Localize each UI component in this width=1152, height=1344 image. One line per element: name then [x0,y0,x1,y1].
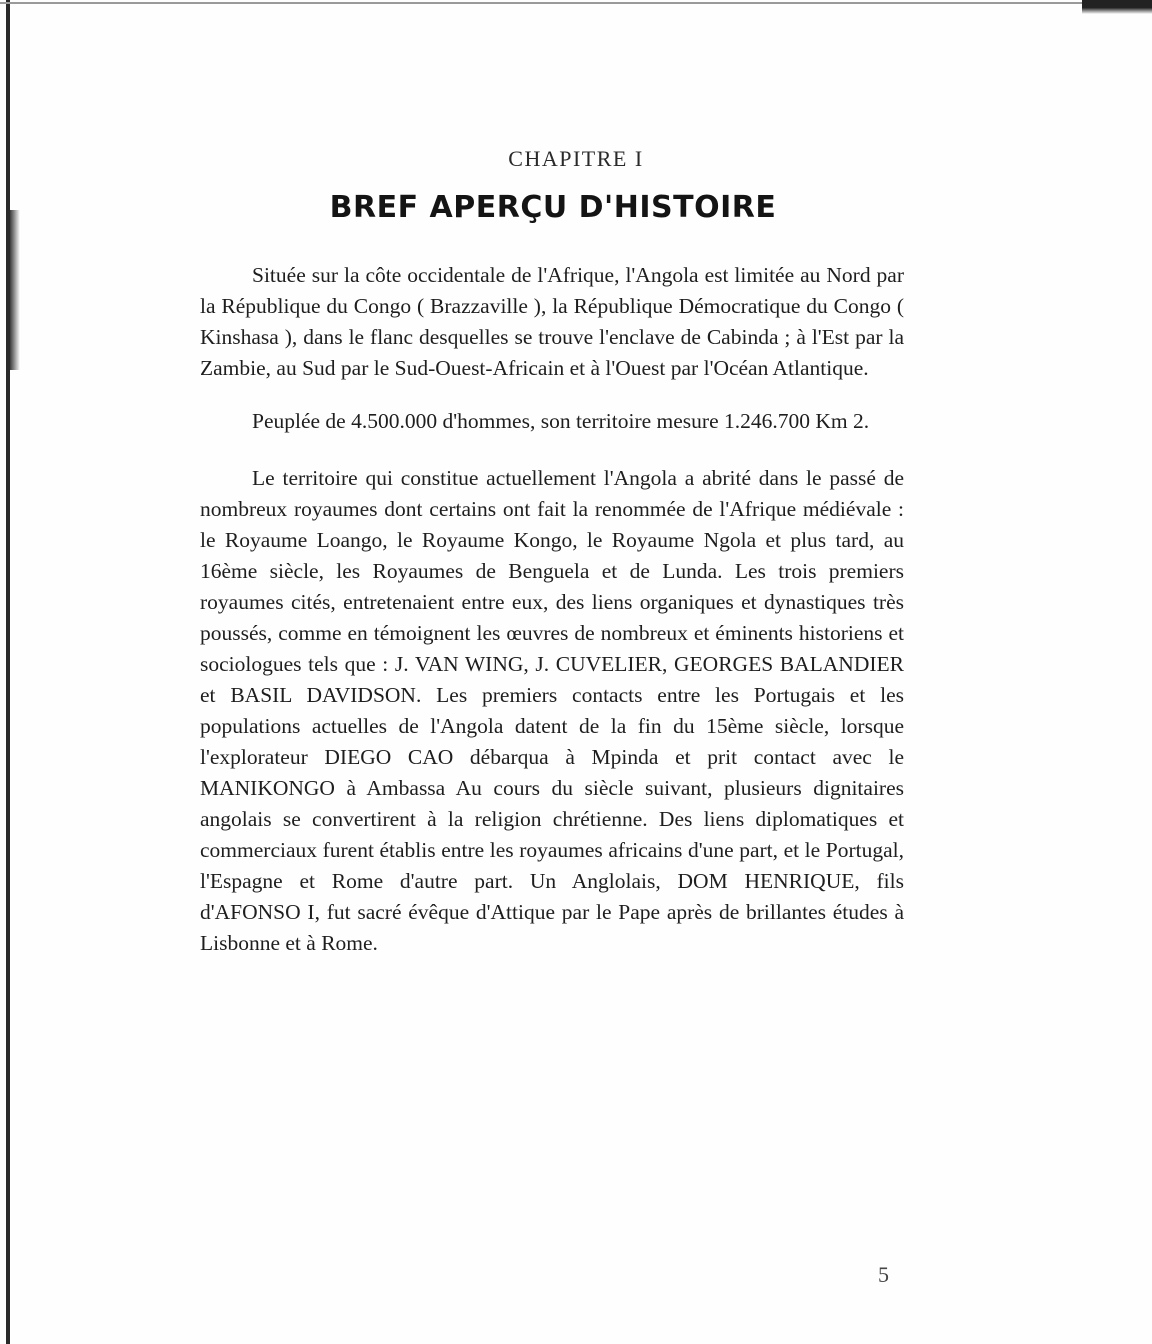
paragraph: Peuplée de 4.500.000 d'hommes, son territoire mesure 1.246.700 Km 2. [252,409,870,433]
corner-artifact [1082,0,1152,14]
binding-shadow [10,210,20,370]
chapter-title: BREF APERÇU D'HISTOIRE [329,190,777,225]
chapter-label: CHAPITRE I [508,146,644,171]
top-edge [0,2,1152,4]
body-text [200,260,904,979]
paragraph: Située sur la côte occidentale de l'Afrique, l'Angola est limitée au Nord par la République du Congo ( Brazzaville ), la République Démocratique du Congo ( Kinshasa ), dans le flanc desquelles se trouve l'enclave de Cabinda ; à l'Est par la Zambie, au Sud par le Sud-Ouest-Africain et à l'Ouest par l'Océan Atlantique. [200,263,904,380]
paragraph: Le territoire qui constitue actuellement l'Angola a abrité dans le passé de nombreux royaumes dont certains ont fait la renommée de l'Afrique médiévale : le Royaume Loango, le Royaume Kongo, le Royaume Ngola et plus tard, au 16ème siècle, les Royaumes de Benguela et de Lunda. Les trois premiers royaumes cités, entretenaient entre eux, des liens organiques et dynastiques très poussés, comme en témoignent les œuvres de nombreux et éminents historiens et sociologues tels que : J. VAN WING, J. CUVELIER, GEORGES BALANDIER et BASIL DAVIDSON. Les premiers contacts entre les Portugais et les populations actuelles de l'Angola datent de la fin du 15ème siècle, lorsque l'explorateur DIEGO CAO débarqua à Mpinda et prit contact avec le MANIKONGO à Ambassa Au cours du siècle suivant, plusieurs dignitaires angolais se convertirent à la religion chrétienne. Des liens diplomatiques et commerciaux furent établis entre les royaumes africains d'une part, et le Portugal, l'Espagne et Rome d'autre part. Un Anglolais, DOM HENRIQUE, fils d'AFONSO I, fut sacré évêque d'Attique par le Pape après de brillantes études à Lisbonne et à Rome. [200,466,904,955]
page-number: 5 [878,1262,889,1287]
